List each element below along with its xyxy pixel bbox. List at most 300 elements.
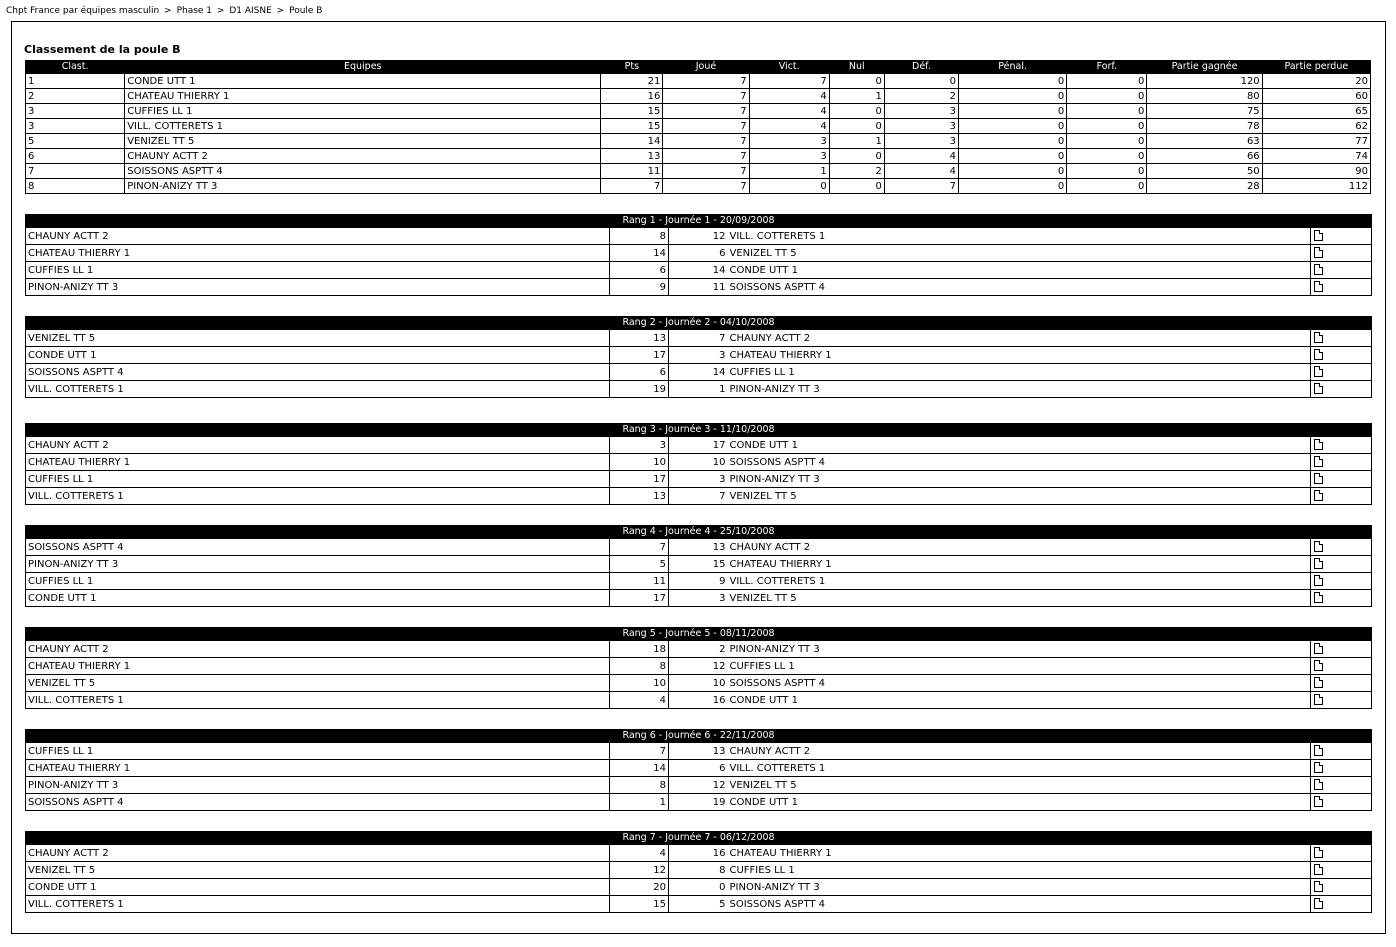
match-row xyxy=(26,330,1372,347)
match-sheet-cell xyxy=(1311,364,1372,381)
match-row xyxy=(26,245,1372,262)
col-games-lost-cell: 65 xyxy=(1262,104,1370,119)
col-played-cell: 7 xyxy=(663,134,749,149)
away-score: 14 xyxy=(669,262,728,279)
home-score: 14 xyxy=(610,245,669,262)
home-score: 8 xyxy=(610,658,669,675)
document-icon[interactable] xyxy=(1314,456,1323,467)
match-sheet-cell xyxy=(1311,590,1372,607)
away-team[interactable]: CHATEAU THIERRY 1 xyxy=(728,347,1311,364)
document-icon[interactable] xyxy=(1314,881,1323,892)
breadcrumb-item[interactable]: D1 AISNE xyxy=(229,6,272,16)
col-forfeits-header: Forf. xyxy=(1067,61,1147,74)
match-row xyxy=(26,364,1372,381)
home-team[interactable]: VENIZEL TT 5 xyxy=(26,330,610,347)
home-score: 17 xyxy=(610,347,669,364)
away-team[interactable]: CHAUNY ACTT 2 xyxy=(728,539,1311,556)
round-title: Rang 1 - Journée 1 - 20/09/2008 xyxy=(26,215,1372,228)
away-score: 13 xyxy=(669,539,728,556)
away-score: 17 xyxy=(669,437,728,454)
document-icon[interactable] xyxy=(1314,864,1323,875)
document-icon[interactable] xyxy=(1314,230,1323,241)
home-team[interactable]: VILL. COTTERETS 1 xyxy=(26,381,610,398)
away-team[interactable]: SOISSONS ASPTT 4 xyxy=(728,675,1311,692)
round-title: Rang 4 - Journée 4 - 25/10/2008 xyxy=(26,526,1372,539)
col-forfeits-cell: 0 xyxy=(1067,164,1147,179)
away-team[interactable]: PINON-ANIZY TT 3 xyxy=(728,471,1311,488)
document-icon[interactable] xyxy=(1314,349,1323,360)
home-score: 9 xyxy=(610,279,669,296)
away-score: 12 xyxy=(669,658,728,675)
away-team[interactable]: SOISSONS ASPTT 4 xyxy=(728,279,1311,296)
document-icon[interactable] xyxy=(1314,281,1323,292)
match-sheet-cell xyxy=(1311,573,1372,590)
col-wins-cell: 3 xyxy=(749,134,829,149)
col-team-cell[interactable]: VENIZEL TT 5 xyxy=(125,134,601,149)
col-points-cell: 11 xyxy=(601,164,663,179)
home-score: 17 xyxy=(610,471,669,488)
match-row xyxy=(26,692,1372,709)
home-score: 8 xyxy=(610,228,669,245)
away-score: 6 xyxy=(669,760,728,777)
match-sheet-cell xyxy=(1311,488,1372,505)
col-games-won-cell: 63 xyxy=(1147,134,1262,149)
home-score: 15 xyxy=(610,896,669,913)
match-sheet-cell xyxy=(1311,743,1372,760)
home-score: 19 xyxy=(610,381,669,398)
col-rank-cell: 5 xyxy=(26,134,125,149)
away-score: 7 xyxy=(669,488,728,505)
col-draws-cell: 0 xyxy=(829,119,884,134)
col-played-cell: 7 xyxy=(663,74,749,89)
col-rank-cell: 2 xyxy=(26,89,125,104)
match-sheet-cell xyxy=(1311,777,1372,794)
col-losses-cell: 4 xyxy=(884,149,958,164)
away-team[interactable]: CHAUNY ACTT 2 xyxy=(728,743,1311,760)
col-team-cell[interactable]: PINON-ANIZY TT 3 xyxy=(125,179,601,194)
col-wins-cell: 0 xyxy=(749,179,829,194)
match-sheet-cell xyxy=(1311,437,1372,454)
match-sheet-cell xyxy=(1311,262,1372,279)
document-icon[interactable] xyxy=(1314,762,1323,773)
col-draws-cell: 1 xyxy=(829,89,884,104)
round-table xyxy=(25,525,1372,607)
document-icon[interactable] xyxy=(1314,541,1323,552)
col-losses-cell: 4 xyxy=(884,164,958,179)
match-row xyxy=(26,658,1372,675)
document-icon[interactable] xyxy=(1314,779,1323,790)
col-games-won-cell: 66 xyxy=(1147,149,1262,164)
col-losses-cell: 2 xyxy=(884,89,958,104)
home-score: 17 xyxy=(610,590,669,607)
document-icon[interactable] xyxy=(1314,694,1323,705)
away-score: 9 xyxy=(669,573,728,590)
match-sheet-cell xyxy=(1311,896,1372,913)
col-losses-cell: 3 xyxy=(884,104,958,119)
col-draws-header: Nul xyxy=(829,61,884,74)
away-team[interactable]: CONDE UTT 1 xyxy=(728,692,1311,709)
home-team[interactable]: CHAUNY ACTT 2 xyxy=(26,437,610,454)
col-wins-header: Vict. xyxy=(749,61,829,74)
match-sheet-cell xyxy=(1311,539,1372,556)
col-penalties-cell: 0 xyxy=(959,119,1067,134)
away-team[interactable]: CONDE UTT 1 xyxy=(728,794,1311,811)
col-games-lost-cell: 74 xyxy=(1262,149,1370,164)
home-team[interactable]: PINON-ANIZY TT 3 xyxy=(26,556,610,573)
document-icon[interactable] xyxy=(1314,660,1323,671)
col-games-won-cell: 78 xyxy=(1147,119,1262,134)
home-team[interactable]: PINON-ANIZY TT 3 xyxy=(26,279,610,296)
home-team[interactable]: CHAUNY ACTT 2 xyxy=(26,641,610,658)
away-score: 12 xyxy=(669,228,728,245)
col-draws-cell: 2 xyxy=(829,164,884,179)
home-team[interactable]: VILL. COTTERETS 1 xyxy=(26,896,610,913)
col-played-cell: 7 xyxy=(663,89,749,104)
col-games-won-cell: 75 xyxy=(1147,104,1262,119)
round-title: Rang 7 - Journée 7 - 06/12/2008 xyxy=(26,832,1372,845)
col-points-cell: 13 xyxy=(601,149,663,164)
match-row xyxy=(26,590,1372,607)
col-losses-header: Déf. xyxy=(884,61,958,74)
away-team[interactable]: VENIZEL TT 5 xyxy=(728,777,1311,794)
match-sheet-cell xyxy=(1311,845,1372,862)
home-score: 6 xyxy=(610,364,669,381)
col-forfeits-cell: 0 xyxy=(1067,89,1147,104)
match-sheet-cell xyxy=(1311,381,1372,398)
breadcrumb-item[interactable]: Chpt France par équipes masculin xyxy=(6,6,160,16)
col-rank-cell: 6 xyxy=(26,149,125,164)
home-team[interactable]: CUFFIES LL 1 xyxy=(26,573,610,590)
match-sheet-cell xyxy=(1311,641,1372,658)
col-forfeits-cell: 0 xyxy=(1067,134,1147,149)
col-draws-cell: 0 xyxy=(829,104,884,119)
col-forfeits-cell: 0 xyxy=(1067,104,1147,119)
match-sheet-cell xyxy=(1311,879,1372,896)
away-score: 5 xyxy=(669,896,728,913)
away-score: 11 xyxy=(669,279,728,296)
home-team[interactable]: CUFFIES LL 1 xyxy=(26,471,610,488)
col-forfeits-cell: 0 xyxy=(1067,74,1147,89)
home-team[interactable]: VENIZEL TT 5 xyxy=(26,862,610,879)
col-rank-cell: 3 xyxy=(26,104,125,119)
col-team-cell[interactable]: CONDE UTT 1 xyxy=(125,74,601,89)
away-score: 10 xyxy=(669,454,728,471)
col-team-header: Equipes xyxy=(125,61,601,74)
col-games-lost-header: Partie perdue xyxy=(1262,61,1370,74)
match-row xyxy=(26,347,1372,364)
home-score: 13 xyxy=(610,330,669,347)
breadcrumb-item: Poule B xyxy=(289,6,323,16)
match-sheet-cell xyxy=(1311,279,1372,296)
document-icon[interactable] xyxy=(1314,677,1323,688)
standings-row xyxy=(26,89,1371,104)
round-title: Rang 5 - Journée 5 - 08/11/2008 xyxy=(26,628,1372,641)
match-row xyxy=(26,675,1372,692)
match-sheet-cell xyxy=(1311,245,1372,262)
home-team[interactable]: CHATEAU THIERRY 1 xyxy=(26,658,610,675)
col-wins-cell: 3 xyxy=(749,149,829,164)
col-games-won-cell: 80 xyxy=(1147,89,1262,104)
match-sheet-cell xyxy=(1311,330,1372,347)
col-games-won-cell: 28 xyxy=(1147,179,1262,194)
round-table xyxy=(25,423,1372,505)
col-penalties-cell: 0 xyxy=(959,164,1067,179)
col-points-cell: 15 xyxy=(601,104,663,119)
col-points-cell: 16 xyxy=(601,89,663,104)
away-score: 16 xyxy=(669,692,728,709)
away-team[interactable]: CUFFIES LL 1 xyxy=(728,862,1311,879)
away-team[interactable]: VENIZEL TT 5 xyxy=(728,590,1311,607)
col-played-cell: 7 xyxy=(663,104,749,119)
col-team-cell[interactable]: SOISSONS ASPTT 4 xyxy=(125,164,601,179)
away-team[interactable]: VILL. COTTERETS 1 xyxy=(728,573,1311,590)
standings-row xyxy=(26,74,1371,89)
home-team[interactable]: CUFFIES LL 1 xyxy=(26,262,610,279)
away-team[interactable]: CUFFIES LL 1 xyxy=(728,364,1311,381)
col-games-lost-cell: 62 xyxy=(1262,119,1370,134)
standings-table xyxy=(25,60,1371,194)
col-points-cell: 14 xyxy=(601,134,663,149)
away-team[interactable]: PINON-ANIZY TT 3 xyxy=(728,641,1311,658)
col-penalties-cell: 0 xyxy=(959,134,1067,149)
col-games-won-header: Partie gagnée xyxy=(1147,61,1262,74)
breadcrumb xyxy=(6,6,322,16)
home-team[interactable]: CHAUNY ACTT 2 xyxy=(26,845,610,862)
match-row xyxy=(26,454,1372,471)
round-title: Rang 6 - Journée 6 - 22/11/2008 xyxy=(26,730,1372,743)
match-sheet-cell xyxy=(1311,658,1372,675)
document-icon[interactable] xyxy=(1314,490,1323,501)
col-penalties-cell: 0 xyxy=(959,74,1067,89)
standings-row xyxy=(26,164,1371,179)
col-losses-cell: 0 xyxy=(884,74,958,89)
col-points-cell: 15 xyxy=(601,119,663,134)
document-icon[interactable] xyxy=(1314,383,1323,394)
col-penalties-cell: 0 xyxy=(959,104,1067,119)
home-score: 6 xyxy=(610,262,669,279)
match-sheet-cell xyxy=(1311,675,1372,692)
col-losses-cell: 7 xyxy=(884,179,958,194)
match-row xyxy=(26,896,1372,913)
away-team[interactable]: SOISSONS ASPTT 4 xyxy=(728,454,1311,471)
away-score: 3 xyxy=(669,590,728,607)
col-games-won-cell: 120 xyxy=(1147,74,1262,89)
away-team[interactable]: CHAUNY ACTT 2 xyxy=(728,330,1311,347)
document-icon[interactable] xyxy=(1314,847,1323,858)
home-team[interactable]: CHATEAU THIERRY 1 xyxy=(26,454,610,471)
home-score: 10 xyxy=(610,454,669,471)
away-team[interactable]: CUFFIES LL 1 xyxy=(728,658,1311,675)
col-penalties-cell: 0 xyxy=(959,149,1067,164)
home-team[interactable]: PINON-ANIZY TT 3 xyxy=(26,777,610,794)
away-score: 14 xyxy=(669,364,728,381)
col-wins-cell: 4 xyxy=(749,104,829,119)
round-table xyxy=(25,831,1372,913)
col-rank-cell: 7 xyxy=(26,164,125,179)
col-wins-cell: 1 xyxy=(749,164,829,179)
col-rank-cell: 3 xyxy=(26,119,125,134)
away-team[interactable]: PINON-ANIZY TT 3 xyxy=(728,879,1311,896)
col-points-header: Pts xyxy=(601,61,663,74)
breadcrumb-item[interactable]: Phase 1 xyxy=(176,6,213,16)
home-team[interactable]: VENIZEL TT 5 xyxy=(26,675,610,692)
document-icon[interactable] xyxy=(1314,332,1323,343)
home-score: 1 xyxy=(610,794,669,811)
home-team[interactable]: VILL. COTTERETS 1 xyxy=(26,488,610,505)
document-icon[interactable] xyxy=(1314,558,1323,569)
col-games-lost-cell: 20 xyxy=(1262,74,1370,89)
match-row xyxy=(26,539,1372,556)
away-score: 6 xyxy=(669,245,728,262)
match-row xyxy=(26,228,1372,245)
home-score: 7 xyxy=(610,743,669,760)
col-played-header: Joué xyxy=(663,61,749,74)
document-icon[interactable] xyxy=(1314,247,1323,258)
match-row xyxy=(26,573,1372,590)
home-score: 13 xyxy=(610,488,669,505)
col-team-cell[interactable]: VILL. COTTERETS 1 xyxy=(125,119,601,134)
col-draws-cell: 0 xyxy=(829,74,884,89)
col-losses-cell: 3 xyxy=(884,119,958,134)
document-icon[interactable] xyxy=(1314,796,1323,807)
home-score: 18 xyxy=(610,641,669,658)
col-games-lost-cell: 77 xyxy=(1262,134,1370,149)
match-sheet-cell xyxy=(1311,794,1372,811)
col-wins-cell: 4 xyxy=(749,119,829,134)
standings-row xyxy=(26,119,1371,134)
col-team-cell[interactable]: CHATEAU THIERRY 1 xyxy=(125,89,601,104)
home-team[interactable]: SOISSONS ASPTT 4 xyxy=(26,364,610,381)
home-team[interactable]: CONDE UTT 1 xyxy=(26,347,610,364)
round-title: Rang 3 - Journée 3 - 11/10/2008 xyxy=(26,424,1372,437)
standings-title: Classement de la poule B xyxy=(24,43,181,56)
match-sheet-cell xyxy=(1311,692,1372,709)
home-team[interactable]: CHATEAU THIERRY 1 xyxy=(26,245,610,262)
col-rank-header: Clast. xyxy=(26,61,125,74)
home-score: 12 xyxy=(610,862,669,879)
away-score: 3 xyxy=(669,347,728,364)
col-team-cell[interactable]: CUFFIES LL 1 xyxy=(125,104,601,119)
match-row xyxy=(26,862,1372,879)
document-icon[interactable] xyxy=(1314,643,1323,654)
col-played-cell: 7 xyxy=(663,149,749,164)
match-row xyxy=(26,437,1372,454)
col-games-lost-cell: 90 xyxy=(1262,164,1370,179)
col-games-lost-cell: 112 xyxy=(1262,179,1370,194)
away-score: 12 xyxy=(669,777,728,794)
col-wins-cell: 4 xyxy=(749,89,829,104)
home-team[interactable]: CONDE UTT 1 xyxy=(26,590,610,607)
home-team[interactable]: CONDE UTT 1 xyxy=(26,879,610,896)
document-icon[interactable] xyxy=(1314,473,1323,484)
home-score: 4 xyxy=(610,845,669,862)
match-sheet-cell xyxy=(1311,454,1372,471)
breadcrumb-separator: > xyxy=(164,6,172,16)
home-score: 4 xyxy=(610,692,669,709)
away-score: 16 xyxy=(669,845,728,862)
col-points-cell: 21 xyxy=(601,74,663,89)
document-icon[interactable] xyxy=(1314,264,1323,275)
document-icon[interactable] xyxy=(1314,439,1323,450)
away-score: 15 xyxy=(669,556,728,573)
away-team[interactable]: CHATEAU THIERRY 1 xyxy=(728,556,1311,573)
match-row xyxy=(26,556,1372,573)
away-score: 3 xyxy=(669,471,728,488)
standings-row xyxy=(26,179,1371,194)
home-team[interactable]: VILL. COTTERETS 1 xyxy=(26,692,610,709)
match-row xyxy=(26,381,1372,398)
home-score: 7 xyxy=(610,539,669,556)
document-icon[interactable] xyxy=(1314,592,1323,603)
away-team[interactable]: CONDE UTT 1 xyxy=(728,262,1311,279)
col-draws-cell: 1 xyxy=(829,134,884,149)
standings-row xyxy=(26,149,1371,164)
home-team[interactable]: CHATEAU THIERRY 1 xyxy=(26,760,610,777)
col-played-cell: 7 xyxy=(663,179,749,194)
match-row xyxy=(26,641,1372,658)
standings-row xyxy=(26,104,1371,119)
away-team[interactable]: VENIZEL TT 5 xyxy=(728,245,1311,262)
document-icon[interactable] xyxy=(1314,745,1323,756)
away-team[interactable]: VILL. COTTERETS 1 xyxy=(728,228,1311,245)
col-played-cell: 7 xyxy=(663,164,749,179)
match-sheet-cell xyxy=(1311,228,1372,245)
match-sheet-cell xyxy=(1311,471,1372,488)
round-title: Rang 2 - Journée 2 - 04/10/2008 xyxy=(26,317,1372,330)
col-forfeits-cell: 0 xyxy=(1067,149,1147,164)
match-sheet-cell xyxy=(1311,760,1372,777)
away-team[interactable]: VILL. COTTERETS 1 xyxy=(728,760,1311,777)
document-icon[interactable] xyxy=(1314,575,1323,586)
col-penalties-cell: 0 xyxy=(959,179,1067,194)
home-team[interactable]: CUFFIES LL 1 xyxy=(26,743,610,760)
breadcrumb-separator: > xyxy=(216,6,225,16)
standings-row xyxy=(26,134,1371,149)
match-sheet-cell xyxy=(1311,862,1372,879)
col-rank-cell: 8 xyxy=(26,179,125,194)
match-row xyxy=(26,471,1372,488)
round-table xyxy=(25,627,1372,709)
col-team-cell[interactable]: CHAUNY ACTT 2 xyxy=(125,149,601,164)
col-forfeits-cell: 0 xyxy=(1067,179,1147,194)
home-score: 11 xyxy=(610,573,669,590)
away-team[interactable]: CONDE UTT 1 xyxy=(728,437,1311,454)
away-score: 2 xyxy=(669,641,728,658)
home-score: 10 xyxy=(610,675,669,692)
away-team[interactable]: PINON-ANIZY TT 3 xyxy=(728,381,1311,398)
col-rank-cell: 1 xyxy=(26,74,125,89)
home-score: 20 xyxy=(610,879,669,896)
document-icon[interactable] xyxy=(1314,898,1323,909)
col-penalties-cell: 0 xyxy=(959,89,1067,104)
home-team[interactable]: CHAUNY ACTT 2 xyxy=(26,228,610,245)
home-team[interactable]: SOISSONS ASPTT 4 xyxy=(26,539,610,556)
match-row xyxy=(26,777,1372,794)
away-team[interactable]: CHATEAU THIERRY 1 xyxy=(728,845,1311,862)
col-played-cell: 7 xyxy=(663,119,749,134)
document-icon[interactable] xyxy=(1314,366,1323,377)
standings-header-row xyxy=(26,61,1371,74)
away-team[interactable]: SOISSONS ASPTT 4 xyxy=(728,896,1311,913)
away-score: 8 xyxy=(669,862,728,879)
round-table xyxy=(25,316,1372,398)
col-points-cell: 7 xyxy=(601,179,663,194)
away-team[interactable]: VENIZEL TT 5 xyxy=(728,488,1311,505)
col-draws-cell: 0 xyxy=(829,179,884,194)
home-team[interactable]: SOISSONS ASPTT 4 xyxy=(26,794,610,811)
away-score: 1 xyxy=(669,381,728,398)
match-sheet-cell xyxy=(1311,556,1372,573)
